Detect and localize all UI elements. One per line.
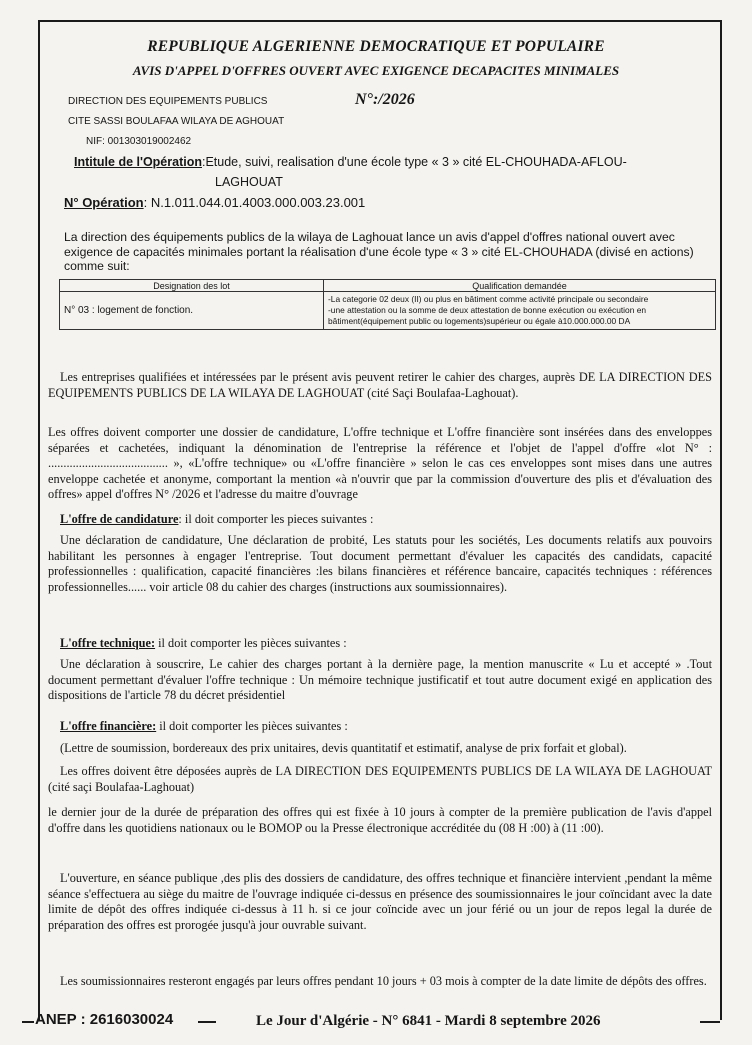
- lots-table: [59, 279, 716, 330]
- section-financiere-label: L'offre financière:: [60, 719, 157, 733]
- footer-rule-right: [700, 1021, 720, 1023]
- footer-journal: Le Jour d'Algérie - N° 6841 - Mardi 8 septembre 2026: [256, 1013, 601, 1029]
- qualification-cell: [324, 292, 716, 330]
- paragraph-enveloppes: Les offres doivent comporter une dossier de candidature, L'offre technique et L'offre financière sont insérées dans des enveloppes séparées et cachetées, indiquant la dénomination de l'entreprise la référence et l'objet de l'appel d'offre «lot N° : ....................................... », «L'offre technique» ou «L'offre financière » selon le cas ces enveloppes sont mises dans une autres enveloppe cachetée et anonyme, comportant la mention «à n'ouvrir que par la commission d'ouverture des plis et d'évaluation des offres» appel d'offres N° /2026 et l'adresse du maitre d'ouvrage: [48, 425, 712, 501]
- table-row: [60, 292, 716, 330]
- qualification-item: -La categorie 02 deux (II) ou plus en bâtiment comme activité principale ou secondaire: [328, 294, 649, 304]
- org-name: DIRECTION DES EQUIPEMENTS PUBLICS: [68, 96, 268, 107]
- section-financiere-text: il doit comporter les pièces suivantes :: [156, 719, 348, 733]
- org-address: CITE SASSI BOULAFAA WILAYA DE AGHOUAT: [68, 116, 285, 127]
- operation-number-value: : N.1.011.044.01.4003.000.003.23.001: [143, 195, 366, 210]
- notice-number: N°:/2026: [355, 91, 415, 108]
- section-technique: [48, 636, 712, 652]
- operation-title-label: Intitule de l'Opération: [74, 155, 202, 169]
- operation-title-continued: LAGHOUAT: [215, 175, 283, 189]
- paragraph-technique: Une déclaration à souscrire, Le cahier des charges portant à la dernière page, la mention manuscrite « Lu et accepté » .Tout document permettant d'évaluer l'offre technique : Un mémoire technique justificatif et tout autre document exigé en application des dispositions de l'article 78 du décret présidentiel: [48, 657, 712, 702]
- operation-title-text: :Etude, suivi, realisation d'une école type « 3 » cité EL-CHOUHADA-AFLOU-: [201, 155, 627, 169]
- section-financiere: [48, 719, 712, 735]
- notice-title: REPUBLIQUE ALGERIENNE DEMOCRATIQUE ET POPULAIRE: [147, 38, 605, 55]
- intro-paragraph: La direction des équipements publics de la wilaya de Laghouat lance un avis d'appel d'offres national ouvert avec exigence de capacités minimales portant la réalisation d'une école type « 3 » cité EL-CHOUHADA (divisé en actions) comme suit:: [64, 230, 694, 273]
- paragraph-engagement: Les soumissionnaires resteront engagés par leurs offres pendant 10 jours + 03 mois à compter de la date limite de dépôts des offres.: [60, 974, 707, 988]
- table-header-row: [60, 280, 716, 292]
- table-header-qualification: Qualification demandée: [324, 280, 716, 292]
- footer-anep: ANEP : 2616030024: [35, 1011, 174, 1028]
- paragraph-financiere: (Lettre de soumission, bordereaux des prix unitaires, devis quantitatif et estimatif, analyse de prix forfait et global).: [60, 741, 627, 755]
- section-technique-label: L'offre technique:: [60, 636, 156, 650]
- operation-number: [64, 195, 365, 210]
- paragraph-ouverture: L'ouverture, en séance publique ,des plis des dossiers de candidature, des offres technique et financière intervient ,pendant la même séance s'effectuera au siège du maitre de l'ouvrage indiquée ci-dessus en présence des soumissionnaires le jour coïncidant avec la date limite de dépôt des offres indiquée ci-dessus à 11 h. si ce jour coïncide avec un jour férié ou un jour de repos legal la durée de préparation des offres est prorogée jusqu'à jour ouvrable suivant.: [48, 871, 712, 932]
- footer-rule-left: [22, 1021, 34, 1023]
- org-nif: NIF: 001303019002462: [86, 136, 192, 147]
- operation-number-label: N° Opération: [64, 195, 144, 210]
- section-candidature-label: L'offre de candidature: [60, 512, 179, 526]
- paragraph-retrait: Les entreprises qualifiées et intéressées par le présent avis peuvent retirer le cahier des charges, auprès DE LA DIRECTION DES EQUIPEMENTS PUBLICS DE LA WILAYA DE LAGHOUAT (cité Saçi Boulafaa-Laghouat).: [48, 370, 712, 400]
- section-candidature: [48, 512, 712, 528]
- section-candidature-text: : il doit comporter les pieces suivantes :: [178, 512, 374, 526]
- paragraph-candidature: Une déclaration de candidature, Une déclaration de probité, Les statuts pour les sociétés, Les documents relatifs aux pouvoirs habilitant les personnes à engager l'entreprise. Tout document permettant d'évaluer les capacités des candidats, capacité professionnelles : qualification, capacité financières :les bilans financières et référence bancaire, capacités techniques : références professionnelles...... voir article 08 du cahier des charges (instructions aux soumissionnaires).: [48, 533, 712, 594]
- paragraph-depot: Les offres doivent être déposées auprès de LA DIRECTION DES EQUIPEMENTS PUBLICS DE LA WILAYA DE LAGHOUAT (cité saçi Boulafaa-Laghouat): [48, 764, 712, 794]
- notice-subtitle: AVIS D'APPEL D'OFFRES OUVERT AVEC EXIGENCE DECAPACITES MINIMALES: [132, 63, 620, 78]
- lot-cell: N° 03 : logement de fonction.: [60, 292, 324, 330]
- footer-rule-middle: [198, 1021, 216, 1023]
- operation-title: [74, 155, 627, 169]
- qualification-item: -une attestation ou la somme de deux attestation de bonne exécution ou exécution en bâtiment(équipement public ou logements)supérieur ou égale à10.000.000.00 DA: [328, 305, 647, 326]
- paragraph-delai: le dernier jour de la durée de préparation des offres qui est fixée à 10 jours à compter de la première publication de l'avis d'appel d'offre dans les quotidiens nationaux ou le BOMOP ou la Presse électronique accréditée du (08 H :00) à (11 :00).: [48, 805, 712, 835]
- table-header-lot: Designation des lot: [60, 280, 324, 292]
- section-technique-text: il doit comporter les pièces suivantes :: [155, 636, 347, 650]
